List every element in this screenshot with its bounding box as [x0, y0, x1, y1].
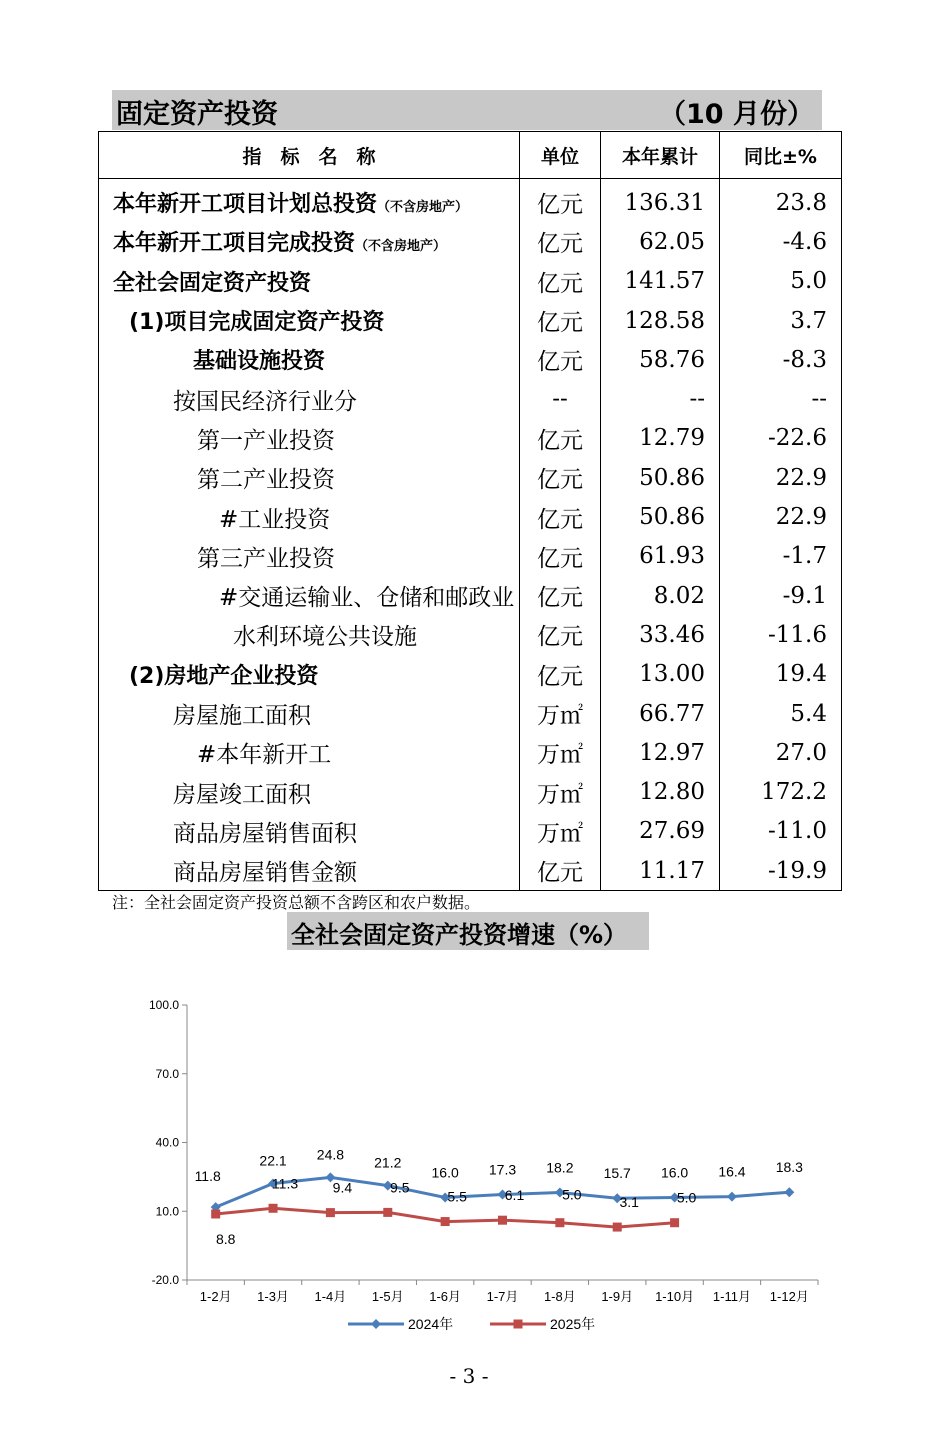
series-point-2025: [326, 1208, 335, 1217]
data-label: 18.2: [546, 1159, 574, 1176]
row-yoy-value: 5.4: [720, 694, 842, 733]
row-unit: 亿元: [520, 340, 601, 379]
indicator-label: 第一产业投资: [197, 427, 335, 454]
row-cumulative-value: 27.69: [601, 812, 720, 851]
data-label: 5.0: [676, 1189, 697, 1206]
table-note: 注：全社会固定资产投资总额不含跨区和农户数据。: [112, 893, 481, 912]
series-point-2025: [613, 1223, 622, 1232]
table-row: [99, 497, 842, 536]
data-label: 16.4: [718, 1163, 746, 1180]
table-row: [99, 772, 842, 811]
row-indicator-name: [99, 812, 520, 851]
data-label: 11.3: [271, 1175, 299, 1192]
row-unit: 亿元: [520, 615, 601, 654]
y-tick-label: 100.0: [148, 998, 179, 1012]
legend-label: 2025年: [550, 1316, 596, 1332]
indicator-label: 房屋施工面积: [173, 703, 311, 729]
indicator-label: (1)项目完成固定资产投资: [129, 310, 385, 336]
row-unit: 亿元: [520, 458, 601, 497]
row-yoy-value: 19.4: [720, 655, 842, 694]
row-indicator-name: [99, 419, 520, 458]
growth-line-chart: [130, 985, 830, 1345]
row-unit: 亿元: [520, 419, 601, 458]
indicator-label: 第三产业投资: [197, 545, 335, 572]
row-cumulative-value: 61.93: [601, 537, 720, 576]
row-yoy-value: 22.9: [720, 497, 842, 536]
col-header-yoy: 同比±%: [720, 132, 842, 179]
series-point-2025: [441, 1217, 450, 1226]
row-unit: 亿元: [520, 655, 601, 694]
row-indicator-name: [99, 537, 520, 576]
table-row: [99, 262, 842, 301]
row-yoy-value: --: [720, 379, 842, 418]
table-row: [99, 812, 842, 851]
x-tick-label: 1-3月: [257, 1289, 289, 1304]
row-yoy-value: 3.7: [720, 301, 842, 340]
indicator-label: #工业投资: [219, 506, 331, 533]
row-yoy-value: 23.8: [720, 179, 842, 223]
row-indicator-name: [99, 379, 520, 418]
indicator-label: 按国民经济行业分: [173, 388, 357, 415]
x-tick-label: 1-4月: [314, 1289, 347, 1304]
row-yoy-value: -1.7: [720, 537, 842, 576]
x-tick-label: 1-10月: [655, 1289, 695, 1304]
table-row: [99, 694, 842, 733]
row-indicator-name: [99, 772, 520, 811]
series-point-2024: [727, 1192, 737, 1202]
x-tick-label: 1-6月: [429, 1289, 462, 1304]
row-unit: --: [520, 379, 601, 418]
table-row: [99, 851, 842, 891]
x-tick-label: 1-5月: [371, 1289, 404, 1304]
row-cumulative-value: 12.97: [601, 733, 720, 772]
data-label: 9.4: [332, 1179, 353, 1196]
indicator-label: 第二产业投资: [197, 467, 335, 494]
row-cumulative-value: 50.86: [601, 497, 720, 536]
row-indicator-name: [99, 262, 520, 301]
row-indicator-name: [99, 222, 520, 261]
row-cumulative-value: 128.58: [601, 301, 720, 340]
data-label: 6.1: [504, 1187, 525, 1204]
row-yoy-value: -11.0: [720, 812, 842, 851]
col-header-cumulative: 本年累计: [601, 132, 720, 179]
row-cumulative-value: --: [601, 379, 720, 418]
row-cumulative-value: 33.46: [601, 615, 720, 654]
y-tick-label: -20.0: [151, 1273, 179, 1287]
table-row: [99, 576, 842, 615]
indicator-label: #交通运输业、仓储和邮政业: [219, 585, 515, 612]
data-label: 21.2: [374, 1154, 402, 1171]
row-indicator-name: [99, 655, 520, 694]
indicator-label: 房屋竣工面积: [173, 781, 311, 808]
table-row: [99, 537, 842, 576]
indicator-label: 本年新开工项目完成投资: [113, 231, 356, 257]
row-yoy-value: -9.1: [720, 576, 842, 615]
row-indicator-name: [99, 851, 520, 891]
series-point-2025: [498, 1216, 507, 1225]
data-label: 24.8: [316, 1146, 345, 1163]
row-yoy-value: 22.9: [720, 458, 842, 497]
row-unit: 亿元: [520, 262, 601, 301]
data-label: 8.8: [215, 1231, 236, 1247]
data-label: 11.8: [194, 1168, 221, 1185]
row-indicator-name: [99, 733, 520, 772]
table-row: [99, 179, 842, 223]
indicator-label: 商品房屋销售面积: [173, 820, 357, 847]
row-indicator-name: [99, 340, 520, 379]
legend-label: 2024年: [408, 1316, 454, 1332]
data-label: 3.1: [619, 1194, 639, 1211]
row-unit: 亿元: [520, 497, 601, 536]
indicator-label: 全社会固定资产投资: [113, 270, 312, 296]
indicator-label: (2)房地产企业投资: [129, 663, 319, 689]
data-label: 9.5: [390, 1179, 410, 1196]
data-label: 22.1: [259, 1152, 287, 1169]
row-cumulative-value: 12.79: [601, 419, 720, 458]
row-yoy-value: -22.6: [720, 419, 842, 458]
row-cumulative-value: 62.05: [601, 222, 720, 261]
y-tick-label: 40.0: [155, 1135, 179, 1150]
page-number: - 3 -: [449, 1364, 489, 1388]
x-tick-label: 1-12月: [769, 1289, 809, 1304]
table-row: [99, 419, 842, 458]
row-unit: 万㎡: [520, 772, 601, 811]
data-label: 18.3: [775, 1159, 803, 1176]
row-yoy-value: 172.2: [720, 772, 842, 811]
data-label: 5.0: [562, 1186, 582, 1203]
row-unit: 万㎡: [520, 812, 601, 851]
data-label: 15.7: [603, 1165, 631, 1182]
series-point-2025: [670, 1218, 679, 1227]
row-unit: 亿元: [520, 301, 601, 340]
table-row: [99, 458, 842, 497]
row-indicator-name: [99, 458, 520, 497]
row-cumulative-value: 66.77: [601, 694, 720, 733]
table-row: [99, 222, 842, 261]
row-yoy-value: 5.0: [720, 262, 842, 301]
indicator-suffix: （不含房地产）: [355, 239, 447, 255]
indicator-label: 本年新开工项目计划总投资: [113, 192, 378, 218]
row-cumulative-value: 11.17: [601, 851, 720, 891]
row-yoy-value: -19.9: [720, 851, 842, 891]
row-unit: 万㎡: [520, 694, 601, 733]
row-cumulative-value: 136.31: [601, 179, 720, 223]
indicator-suffix: （不含房地产）: [377, 200, 469, 216]
x-tick-label: 1-9月: [601, 1289, 634, 1304]
indicator-label: 商品房屋销售金额: [173, 860, 357, 887]
row-indicator-name: [99, 497, 520, 536]
section-title-bar: [112, 90, 822, 130]
y-tick-label: 10.0: [155, 1204, 179, 1219]
data-label: 17.3: [488, 1161, 517, 1178]
x-tick-label: 1-8月: [543, 1289, 576, 1304]
y-tick-label: 70.0: [155, 1066, 179, 1081]
row-cumulative-value: 13.00: [601, 655, 720, 694]
row-indicator-name: [99, 179, 520, 223]
row-indicator-name: [99, 301, 520, 340]
legend-marker-2025: [514, 1320, 523, 1329]
col-header-unit: 单位: [520, 132, 601, 179]
data-label: 5.5: [447, 1188, 467, 1205]
series-point-2025: [211, 1210, 220, 1219]
series-point-2025: [269, 1204, 278, 1213]
row-yoy-value: -8.3: [720, 340, 842, 379]
x-tick-label: 1-11月: [712, 1289, 751, 1304]
chart-title: 全社会固定资产投资增速（%）: [291, 921, 628, 949]
data-label: 16.0: [660, 1164, 689, 1181]
row-unit: 亿元: [520, 179, 601, 223]
table-row: [99, 655, 842, 694]
row-unit: 亿元: [520, 851, 601, 891]
table-row: [99, 340, 842, 379]
table-row: [99, 733, 842, 772]
row-indicator-name: [99, 694, 520, 733]
row-unit: 亿元: [520, 576, 601, 615]
row-indicator-name: [99, 615, 520, 654]
col-header-indicator: 指 标 名 称: [99, 132, 520, 179]
table-row: [99, 301, 842, 340]
row-yoy-value: 27.0: [720, 733, 842, 772]
investment-table: [98, 131, 842, 891]
indicator-label: 水利环境公共设施: [233, 624, 417, 651]
series-point-2025: [555, 1218, 564, 1227]
data-label: 16.0: [431, 1164, 459, 1181]
row-unit: 亿元: [520, 537, 601, 576]
x-tick-label: 1-7月: [486, 1289, 519, 1304]
chart-title-bar: [287, 912, 649, 950]
row-cumulative-value: 58.76: [601, 340, 720, 379]
row-cumulative-value: 141.57: [601, 262, 720, 301]
x-tick-label: 1-2月: [199, 1289, 232, 1304]
legend-marker-2024: [371, 1319, 381, 1329]
table-header-row: [99, 132, 842, 179]
indicator-label: #本年新开工: [197, 742, 332, 769]
section-title: 固定资产投资: [116, 99, 278, 130]
table-row: [99, 379, 842, 418]
row-indicator-name: [99, 576, 520, 615]
row-yoy-value: -4.6: [720, 222, 842, 261]
row-unit: 万㎡: [520, 733, 601, 772]
row-cumulative-value: 12.80: [601, 772, 720, 811]
row-yoy-value: -11.6: [720, 615, 842, 654]
row-unit: 亿元: [520, 222, 601, 261]
row-cumulative-value: 8.02: [601, 576, 720, 615]
table-row: [99, 615, 842, 654]
section-period: （10 月份）: [659, 99, 814, 130]
row-cumulative-value: 50.86: [601, 458, 720, 497]
series-point-2025: [383, 1208, 392, 1217]
series-point-2024: [784, 1187, 794, 1197]
indicator-label: 基础设施投资: [193, 349, 326, 375]
